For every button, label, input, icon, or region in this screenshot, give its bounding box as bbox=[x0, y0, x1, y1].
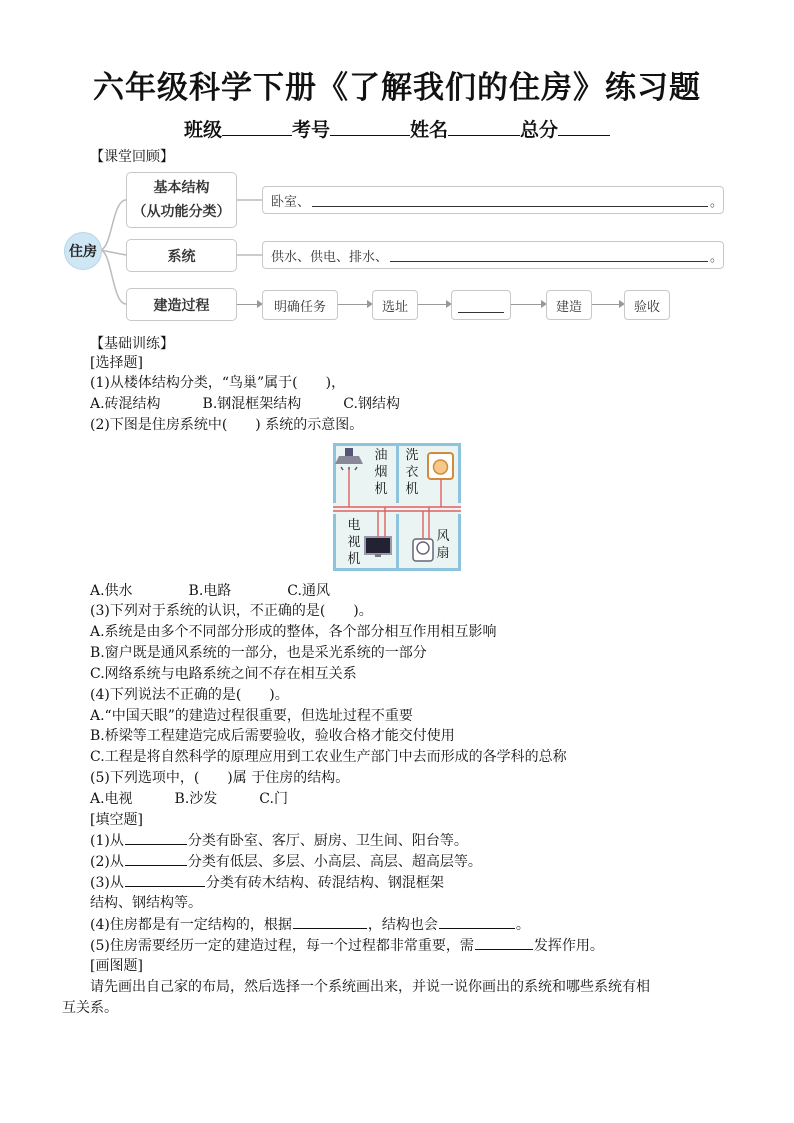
fill-4-blank-1[interactable] bbox=[293, 914, 367, 929]
fill-4-b: ，结构也会 bbox=[367, 917, 438, 933]
fill-1-a: (1)从 bbox=[90, 833, 124, 849]
draw-heading: [画图题] bbox=[90, 958, 143, 974]
fill-1 bbox=[90, 830, 468, 851]
class-label: 班级 bbox=[183, 119, 222, 141]
hood-label: 油 烟 机 bbox=[374, 448, 388, 497]
node-basic-structure-sub: （从功能分类） bbox=[132, 204, 231, 220]
score-label: 总分 bbox=[520, 119, 559, 141]
node-basic-structure-title: 基本结构 bbox=[153, 180, 210, 196]
number-label: 考号 bbox=[291, 119, 330, 141]
fill-1-blank[interactable] bbox=[125, 830, 187, 845]
fill-5-blank[interactable] bbox=[475, 935, 533, 950]
page-title: 六年级科学下册《了解我们的住房》练习题 bbox=[93, 70, 701, 106]
arrow-icon bbox=[592, 304, 623, 305]
question-2: (2)下图是住房系统中( ) 系统的示意图。 bbox=[90, 417, 364, 433]
fill-4 bbox=[90, 914, 530, 935]
question-1-options: A.砖混结构 B.钢混框架结构 C.钢结构 bbox=[90, 396, 400, 412]
question-4: (4)下列说法不正确的是( )。 bbox=[90, 687, 289, 703]
draw-task-line-2: 互关系。 bbox=[62, 1000, 118, 1016]
fan-icon bbox=[413, 539, 433, 561]
washer-label: 洗 衣 机 bbox=[405, 448, 419, 497]
arrow-icon bbox=[237, 304, 261, 305]
step-construction: 建造 bbox=[546, 290, 592, 320]
question-1: (1)从楼体结构分类，“鸟巢”属于( )， bbox=[90, 375, 346, 391]
question-5-options: A.电视 B.沙发 C.门 bbox=[90, 791, 288, 807]
washing-machine-icon bbox=[428, 453, 453, 479]
question-3: (3)下列对于系统的认识，不正确的是( )。 bbox=[90, 603, 373, 619]
fill-2 bbox=[90, 851, 482, 872]
arrow-icon bbox=[511, 304, 545, 305]
arrow-icon bbox=[418, 304, 450, 305]
fill-3 bbox=[90, 872, 444, 893]
arrow-icon bbox=[338, 304, 371, 305]
system-end: 。 bbox=[709, 249, 723, 265]
fan-label: 风 扇 bbox=[436, 529, 450, 561]
structure-blank[interactable] bbox=[312, 194, 708, 207]
training-heading: 【基础训练】 bbox=[90, 336, 174, 352]
concept-map-lines bbox=[0, 0, 794, 340]
name-label: 姓名 bbox=[410, 119, 449, 141]
fill-4-blank-2[interactable] bbox=[439, 914, 515, 929]
step-define-task: 明确任务 bbox=[262, 290, 338, 320]
fill-3-blank[interactable] bbox=[125, 872, 205, 887]
node-build-process: 建造过程 bbox=[126, 288, 237, 321]
step-acceptance: 验收 bbox=[624, 290, 670, 320]
fill-3-b: 分类有砖木结构、砖混结构、钢混框架 bbox=[205, 875, 444, 891]
choice-heading: [选择题] bbox=[90, 355, 143, 371]
fill-5-a: (5)住房需要经历一定的建造过程，每一个过程都非常重要，需 bbox=[90, 938, 474, 954]
question-4-option-b: B.桥梁等工程建造完成后需要验收，验收合格才能交付使用 bbox=[90, 728, 455, 744]
structure-answer-field[interactable] bbox=[262, 186, 724, 214]
review-heading: 【课堂回顾】 bbox=[90, 149, 174, 165]
question-4-option-c: C.工程是将自然科学的原理应用到工农业生产部门中去而形成的各学科的总称 bbox=[90, 749, 567, 765]
fill-2-blank[interactable] bbox=[125, 851, 187, 866]
draw-task-line-1: 请先画出自己家的布局，然后选择一个系统画出来，并说一说你画出的系统和哪些系统有相 bbox=[90, 979, 650, 995]
fill-2-b: 分类有低层、多层、小高层、高层、超高层等。 bbox=[187, 854, 482, 870]
fill-2-a: (2)从 bbox=[90, 854, 124, 870]
fill-3-a: (3)从 bbox=[90, 875, 124, 891]
tv-label: 电 视 机 bbox=[347, 518, 361, 567]
fill-5 bbox=[90, 935, 604, 956]
system-blank[interactable] bbox=[390, 249, 708, 262]
structure-prefix: 卧室、 bbox=[271, 194, 311, 210]
center-node-house: 住房 bbox=[64, 232, 102, 270]
fill-4-c: 。 bbox=[515, 917, 530, 933]
tv-icon bbox=[365, 537, 391, 557]
fill-3-continued: 结构、钢结构等。 bbox=[90, 895, 202, 911]
fill-1-b: 分类有卧室、客厅、厨房、卫生间、阳台等。 bbox=[187, 833, 468, 849]
node-basic-structure bbox=[126, 172, 237, 228]
step-blank[interactable] bbox=[451, 290, 511, 320]
step-site-selection: 选址 bbox=[372, 290, 418, 320]
node-system: 系统 bbox=[126, 239, 237, 272]
question-3-option-a: A.系统是由多个不同部分形成的整体，各个部分相互作用相互影响 bbox=[90, 624, 497, 640]
question-3-option-b: B.窗户既是通风系统的一部分，也是采光系统的一部分 bbox=[90, 645, 427, 661]
fill-4-a: (4)住房都是有一定结构的，根据 bbox=[90, 917, 292, 933]
step-blank-line[interactable] bbox=[458, 298, 504, 313]
structure-end: 。 bbox=[709, 194, 723, 210]
question-3-option-c: C.网络系统与电路系统之间不存在相互关系 bbox=[90, 666, 357, 682]
question-5: (5)下列选项中，( )属 于住房的结构。 bbox=[90, 770, 350, 786]
system-prefix: 供水、供电、排水、 bbox=[271, 249, 389, 265]
fill-heading: [填空题] bbox=[90, 812, 143, 828]
system-answer-field[interactable] bbox=[262, 241, 724, 269]
question-4-option-a: A.“中国天眼”的建造过程很重要，但选址过程不重要 bbox=[90, 708, 413, 724]
question-2-options: A.供水 B.电路 C.通风 bbox=[90, 583, 330, 599]
fill-5-b: 发挥作用。 bbox=[533, 938, 604, 954]
